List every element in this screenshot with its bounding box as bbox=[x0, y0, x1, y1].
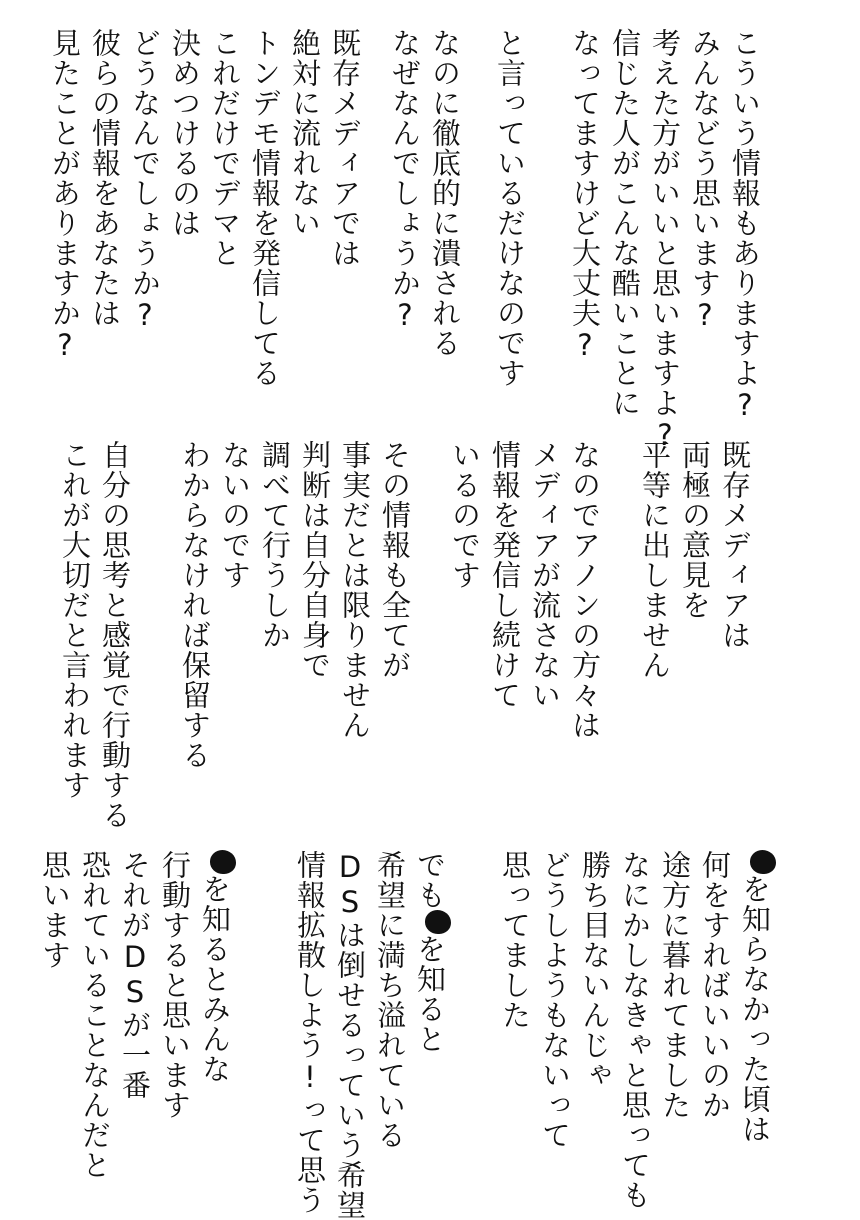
text-line: 思ってました bbox=[498, 850, 532, 1030]
text-line: これだけでデマと bbox=[208, 28, 242, 268]
paragraph-verify bbox=[175, 440, 415, 770]
text-fragment: でも bbox=[413, 850, 447, 910]
text-line: 何をすればいいのか bbox=[698, 850, 732, 1120]
text-line: わからなければ保留する bbox=[178, 440, 212, 770]
text-line: トンデモ情報を発信してる bbox=[248, 28, 282, 388]
text-line: 既存メディアでは bbox=[328, 28, 362, 268]
redacted-blob-icon bbox=[425, 910, 451, 934]
text-line bbox=[410, 850, 451, 1220]
text-line: 途方に暮れてました bbox=[658, 850, 692, 1120]
text-line: 行動すると思います bbox=[158, 850, 192, 1120]
text-line: それがDSが一番 bbox=[118, 850, 152, 1100]
paragraph-own-thinking bbox=[55, 440, 135, 830]
text-line: 見たことがありますか? bbox=[48, 28, 82, 363]
text-line: なのに徹底的に潰される bbox=[428, 28, 462, 358]
paragraph-info-question bbox=[565, 28, 765, 453]
text-line: 希望に満ち溢れている bbox=[373, 850, 407, 1150]
text-line: どうしようもないって bbox=[538, 850, 572, 1150]
text-line: 平等に出しません bbox=[638, 440, 672, 680]
text-line: DSは倒せるっていう希望 bbox=[333, 850, 367, 1220]
text-line: 恐れていることなんだと bbox=[78, 850, 112, 1180]
text-line: なにかしなきゃと思っても bbox=[618, 850, 652, 1210]
text-line: 既存メディアは bbox=[718, 440, 752, 650]
paragraph-only-saying bbox=[490, 28, 530, 388]
text-line: これが大切だと言われます bbox=[58, 440, 92, 800]
text-line: 事実だとは限りません bbox=[338, 440, 372, 740]
text-line: と言っているだけなのです bbox=[493, 28, 527, 388]
text-line: 情報を発信し続けて bbox=[488, 440, 522, 710]
text-line: なってますけど大丈夫? bbox=[568, 28, 602, 363]
text-fragment: を知ると bbox=[413, 934, 447, 1054]
text-line: 判断は自分自身で bbox=[298, 440, 332, 680]
text-line: なぜなんでしょうか? bbox=[388, 28, 422, 333]
paragraph-existing-media bbox=[45, 28, 365, 388]
paragraph-everyone-acts bbox=[35, 850, 236, 1180]
text-line: 両極の意見を bbox=[678, 440, 712, 620]
text-line: 絶対に流れない bbox=[288, 28, 322, 238]
text-line: 調べて行うしか bbox=[258, 440, 292, 650]
text-fragment: を知るとみんな bbox=[198, 874, 232, 1084]
text-line: その情報も全てが bbox=[378, 440, 412, 680]
text-line bbox=[195, 850, 236, 1180]
text-line: こういう情報もありますよ? bbox=[728, 28, 762, 423]
text-fragment: を知らなかった頃は bbox=[738, 874, 772, 1144]
text-line: いるのです bbox=[448, 440, 482, 590]
paragraph-why-crushed bbox=[385, 28, 465, 358]
text-line: 情報拡散しよう!って思う bbox=[293, 850, 327, 1215]
text-line: 勝ち目ないんじゃ bbox=[578, 850, 612, 1090]
text-line: なのでアノンの方々は bbox=[568, 440, 602, 740]
paragraph-before-knowing bbox=[495, 850, 776, 1210]
text-line: 自分の思考と感覚で行動する bbox=[98, 440, 132, 830]
text-line: 決めつけるのは bbox=[168, 28, 202, 238]
text-line: 彼らの情報をあなたは bbox=[88, 28, 122, 328]
paragraph-anons bbox=[445, 440, 605, 740]
text-line: 思います bbox=[38, 850, 72, 970]
text-line: 信じた人がこんな酷いことに bbox=[608, 28, 642, 418]
text-line: メディアが流さない bbox=[528, 440, 562, 710]
text-line: どうなんでしょうか? bbox=[128, 28, 162, 333]
paragraph-after-knowing bbox=[290, 850, 451, 1220]
paragraph-media-bias bbox=[635, 440, 755, 680]
text-line: 考えた方がいいと思いますよ? bbox=[648, 28, 682, 453]
text-line: ないのです bbox=[218, 440, 252, 590]
text-line bbox=[735, 850, 776, 1210]
redacted-blob-icon bbox=[210, 850, 236, 874]
redacted-blob-icon bbox=[750, 850, 776, 874]
text-line: みんなどう思います? bbox=[688, 28, 722, 333]
